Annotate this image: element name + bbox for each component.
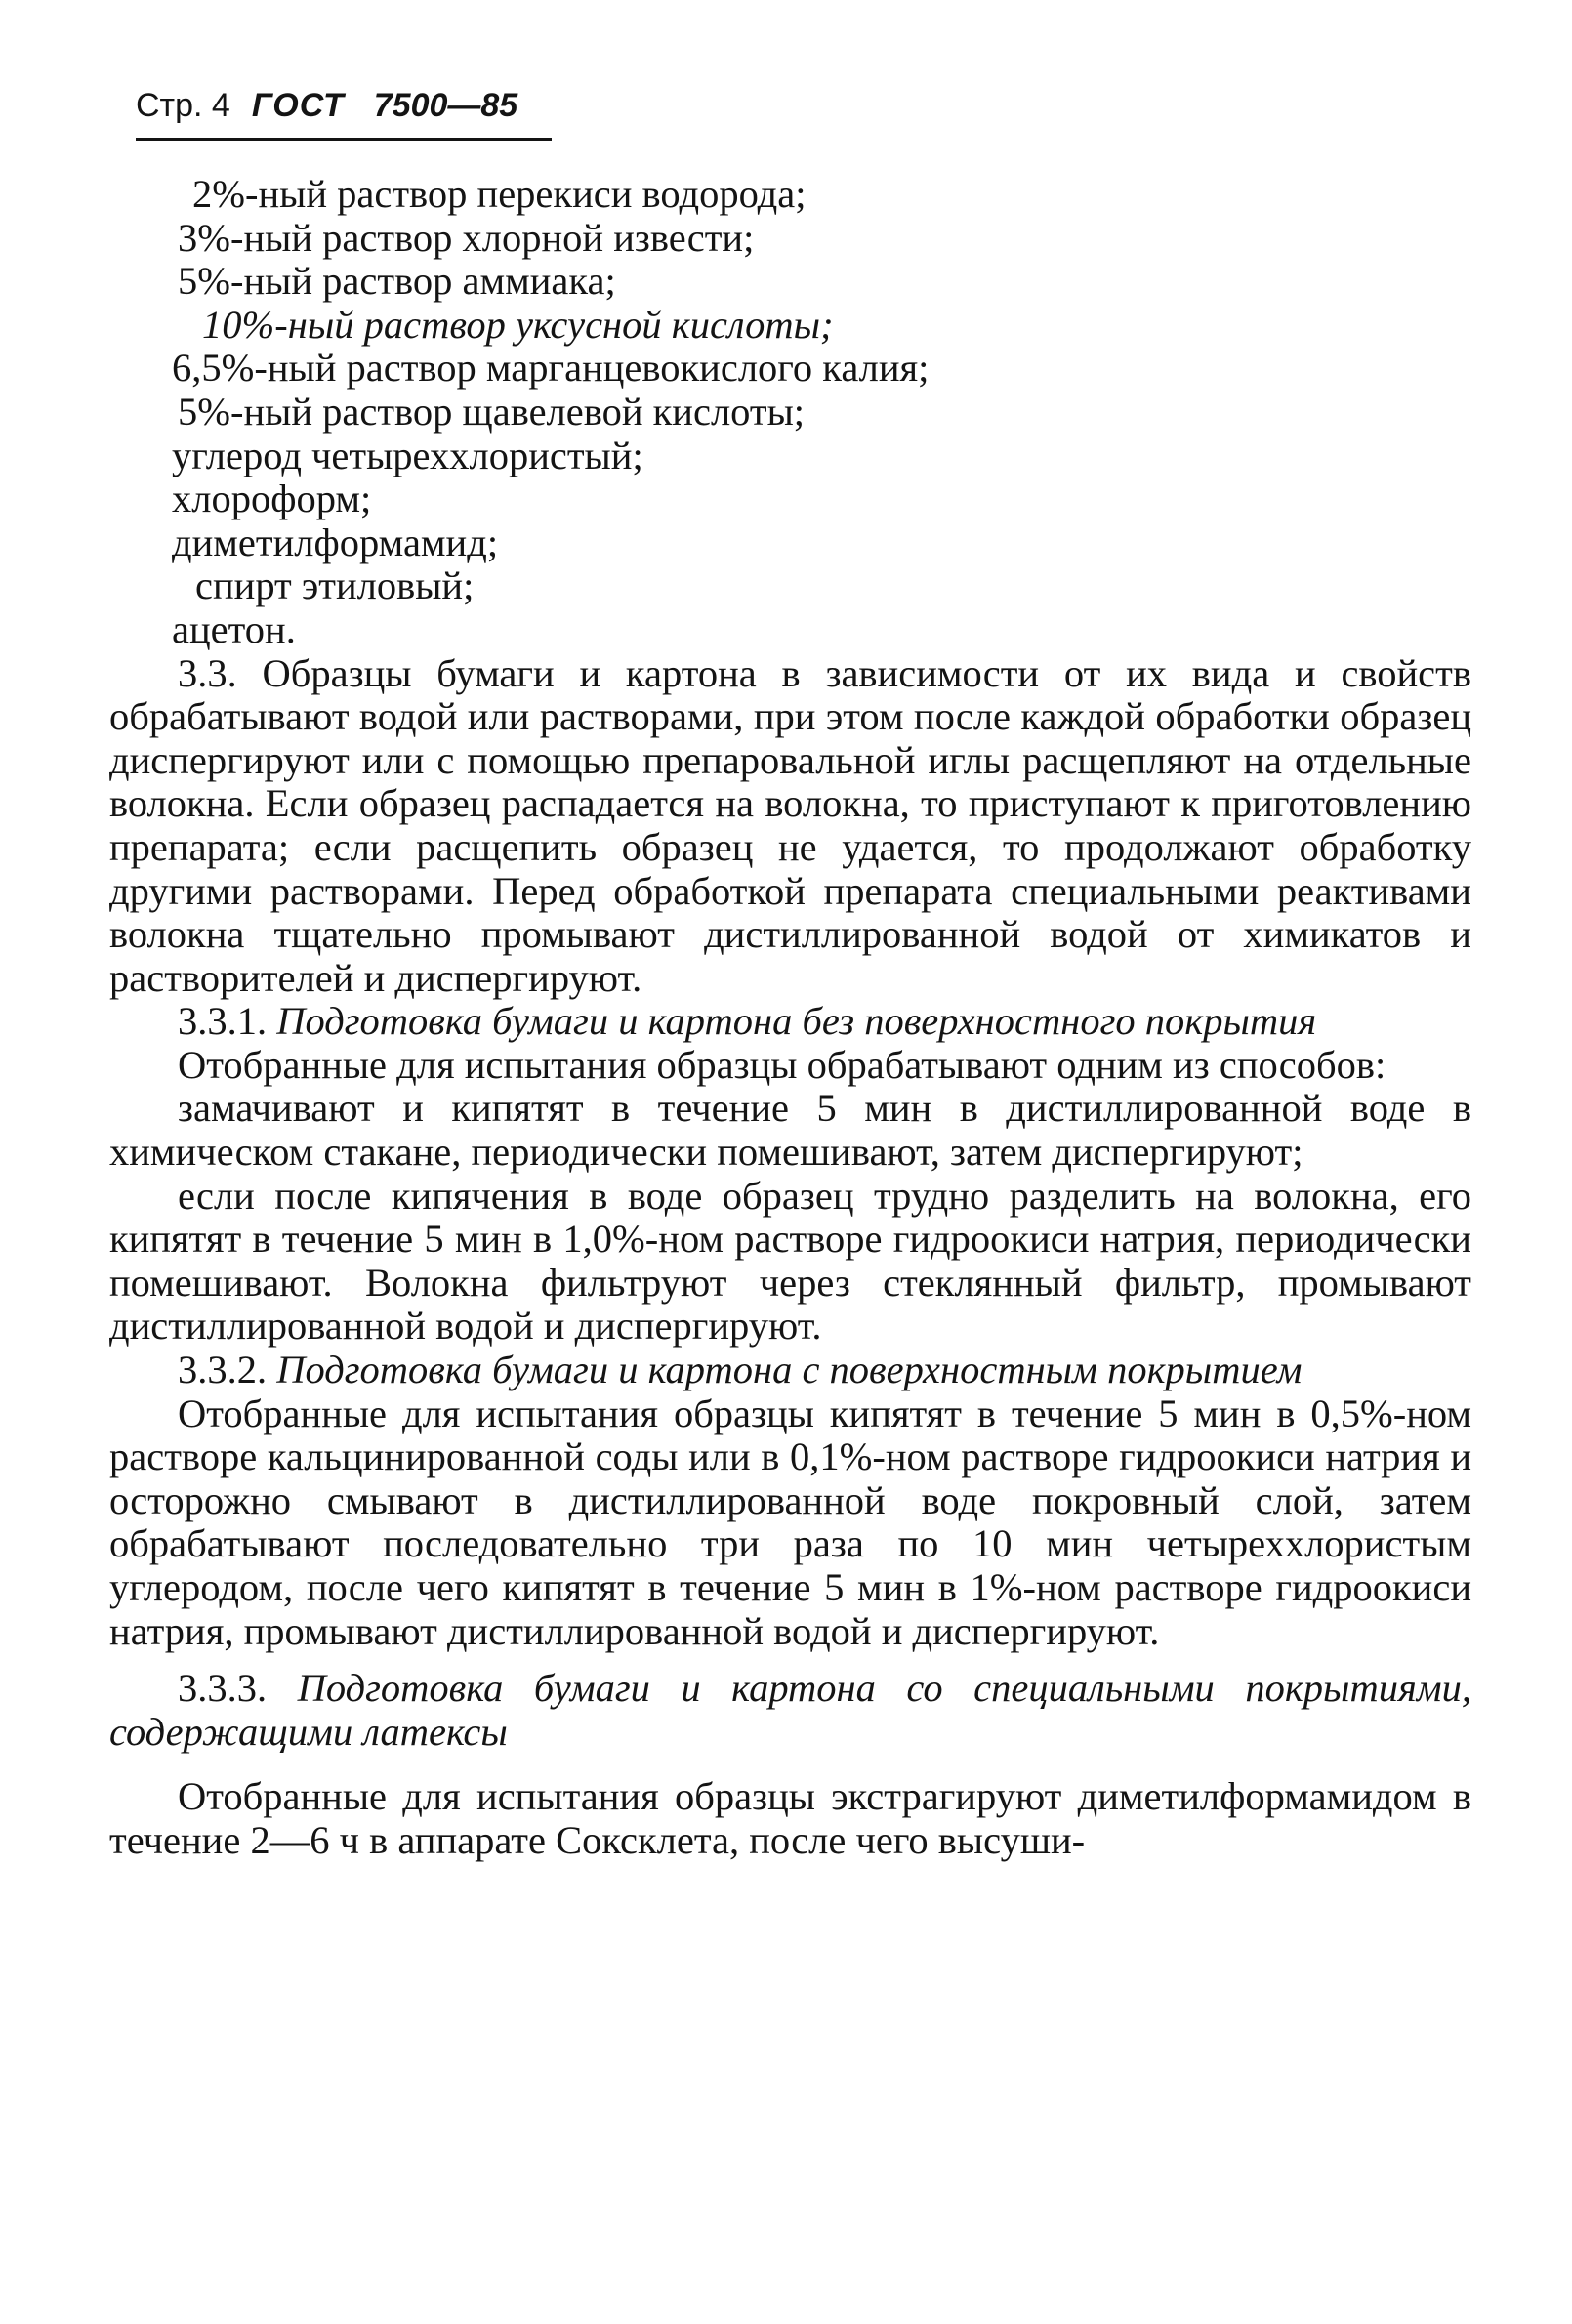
paragraph-3-3-3: Отобранные для испытания образцы экстрагируют диметилформамидом в течение 2—6 ч в аппарате Соксклета, после чего высуши-: [109, 1774, 1471, 1862]
section-heading-3-3-3: [109, 1667, 1471, 1754]
header-rule: [136, 138, 552, 141]
paragraph-3-3-2: Отобранные для испытания образцы кипятят в течение 5 мин в 0,5%-ном растворе кальцинированной соды или в 0,1%-ном растворе гидроокиси натрия и осторожно смывают в дистиллированной воде покровный слой, затем обрабатывают последовательно три раза по 10 мин четыреххлористым углеродом, после чего кипятят в течение 5 мин в 1%-ном растворе гидроокиси натрия, промывают дистиллированной водой и диспергируют.: [109, 1390, 1471, 1653]
section-title: Подготовка бумаги и картона с поверхностным покрытием: [276, 1348, 1303, 1392]
reagent-list: [109, 173, 1471, 652]
list-item: 6,5%-ный раствор марганцевокислого калия;: [172, 346, 930, 391]
list-item: 5%-ный раствор щавелевой кислоты;: [178, 389, 806, 434]
list-item: углерод четыреххлористый;: [172, 433, 643, 477]
section-number: 3.3.3.: [178, 1666, 268, 1711]
list-item: 3%-ный раствор хлорной извести;: [178, 215, 755, 260]
section-title: Подготовка бумаги и картона без поверхностного покрытия: [276, 999, 1317, 1044]
standard-label: ГОСТ: [251, 87, 345, 124]
page-number: Стр. 4: [136, 87, 230, 124]
list-item: спирт этиловый;: [195, 563, 475, 608]
list-item: 2%-ный раствор перекиси водорода;: [192, 172, 807, 216]
spacer: [109, 1754, 1471, 1775]
paragraph-3-3-1-intro: Отобранные для испытания образцы обрабатывают одним из способов:: [178, 1042, 1386, 1087]
section-number: 3.3.1.: [178, 999, 268, 1044]
list-item: диметилформамид;: [172, 519, 499, 564]
section-title: Подготовка бумаги и картона со специальными покрытиями, содержащими латексы: [109, 1666, 1471, 1754]
paragraph-3-3-1-method-1: замачивают и кипятят в течение 5 мин в дистиллированной воде в химическом стакане, периодически помешивают, затем диспергируют;: [109, 1086, 1471, 1175]
list-item: 10%-ный раствор уксусной кислоты;: [202, 302, 834, 347]
list-item: ацетон.: [172, 606, 296, 651]
spacer: [109, 1653, 1471, 1667]
paragraph-3-3: 3.3. Образцы бумаги и картона в зависимости от их вида и свойств обрабатывают водой или растворами, при этом после каждой обработки образец диспергируют или с помощью препаровальной иглы расщепляют на отдельные волокна. Если образец распадается на волокна, то приступают к приготовлению препарата; если расщепить образец не удается, то продолжают обработку другими растворами. Перед обработкой препарата специальными реактивами волокна тщательно промывают дистиллированной водой от химикатов и растворителей и диспергируют.: [109, 650, 1471, 1000]
body-text: [109, 173, 1471, 1863]
list-item: 5%-ный раствор аммиака;: [178, 259, 616, 304]
section-heading-3-3-1: [109, 1000, 1471, 1044]
section-number: 3.3.2.: [178, 1348, 268, 1392]
list-item: хлороформ;: [172, 477, 372, 521]
paragraph-3-3-1-method-2: если после кипячения в воде образец трудно разделить на волокна, его кипятят в течение 5 мин в 1,0%-ном растворе гидроокиси натрия, периодически помешивают. Волокна фильтруют через стеклянный фильтр, промывают дистиллированной водой и диспергируют.: [109, 1173, 1471, 1349]
page-header: [136, 86, 556, 125]
standard-number: 7500—85: [373, 87, 518, 124]
section-heading-3-3-2: [109, 1349, 1471, 1392]
